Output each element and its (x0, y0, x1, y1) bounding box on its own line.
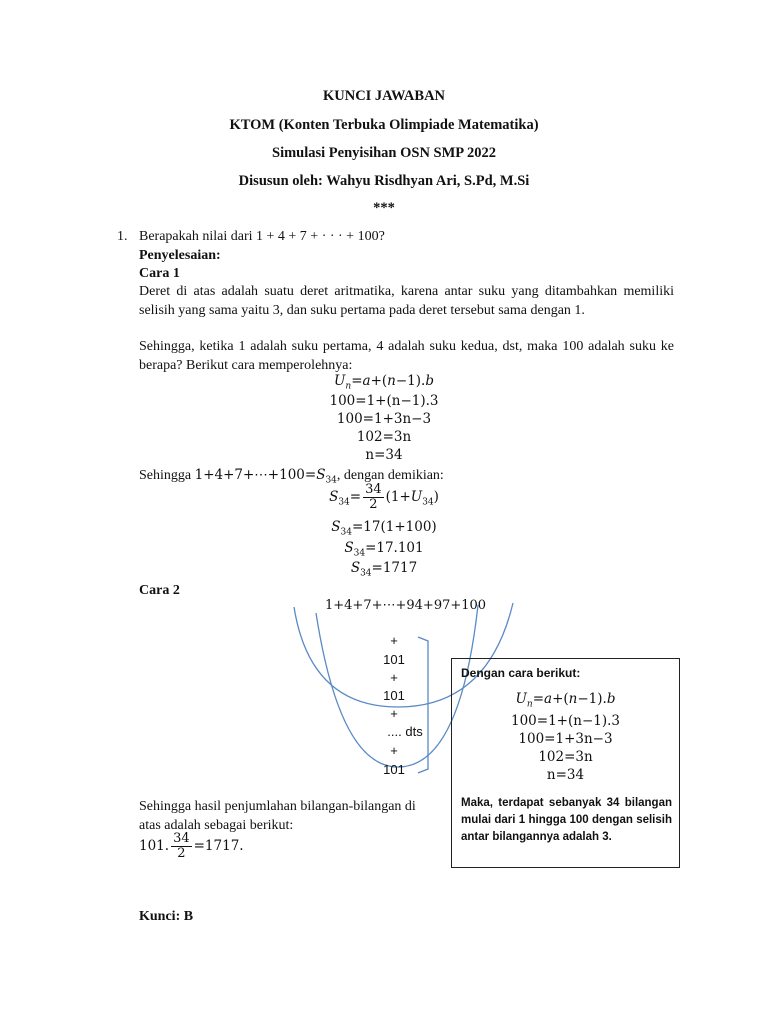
stack-value-2: 101 (383, 688, 405, 703)
eq-s34-formula: $S_{34}=$ $\frac{34}{2}$ $(1+U_{34})$ (329, 482, 439, 512)
sehingga-word: Sehingga (139, 468, 192, 483)
stack-value-3: 101 (383, 762, 405, 777)
eq-un-formula: $U_n=a+(n-1).b$ (334, 373, 434, 392)
side-eq-line-2: 100=1+3n−3 (518, 731, 613, 747)
eq-line-3: 102=3n (356, 429, 412, 445)
stack-plus-4: + (390, 743, 398, 758)
eq-s34-line-3: $S_{34}=1717$ (350, 560, 418, 579)
eq-line-2: 100=1+3n−3 (336, 411, 432, 427)
series-expression: 1+4+7+⋯+94+97+100 (325, 598, 487, 613)
question-number: 1. (117, 229, 128, 244)
doc-separator: *** (373, 200, 395, 216)
stack-dts: .... dts (387, 724, 423, 739)
eq-line-1: 100=1+(n−1).3 (329, 393, 439, 409)
method1-paragraph-2: Sehingga, ketika 1 adalah suku pertama, 4 adalah suku kedua, dst, maka 100 adalah suku ke berapa? Berikut cara memperolehnya: (139, 339, 674, 373)
eq-line-4: n=34 (365, 447, 403, 463)
eq-s34-line-2: $S_{34}=17.101$ (344, 540, 424, 559)
doc-subtitle: KTOM (Konten Terbuka Olimpiade Matematika) (229, 117, 539, 133)
method1-label: Cara 1 (139, 266, 180, 281)
sehingga-tail: , dengan demikian: (336, 468, 444, 483)
answer-key: Kunci: B (139, 909, 194, 924)
sehingga-s34: $S_{34}$ (316, 467, 337, 486)
question-text: Berapakah nilai dari 1 + 4 + 7 + · · · + 100? (139, 229, 385, 244)
stack-plus-2: + (390, 670, 398, 685)
side-eq-line-4: n=34 (546, 767, 585, 783)
doc-event: Simulasi Penyisihan OSN SMP 2022 (272, 145, 496, 161)
side-note-title: Dengan cara berikut: (461, 666, 581, 680)
sehingga-expr: 1+4+7+⋯+100= (194, 467, 317, 483)
eq-s34-line-1: $S_{34}=17(1+100)$ (331, 519, 437, 538)
stack-plus-3: + (390, 706, 398, 721)
side-eq-formula: $U_n=a+(n-1).b$ (515, 691, 616, 710)
side-note-text: Maka, terdapat sebanyak 34 bilangan mulai dari 1 hingga 100 dengan selisih antar bilangannya adalah 3. (461, 797, 672, 843)
side-note-box (451, 658, 680, 868)
method1-paragraph-1: Deret di atas adalah suatu deret aritmatika, karena antar suku yang ditambahkan memiliki selisih yang sama yaitu 3, dan suku pertama pada deret tersebut sama dengan 1. (139, 284, 674, 318)
method2-label: Cara 2 (139, 583, 180, 598)
doc-title: KUNCI JAWABAN (322, 88, 446, 104)
stack-value-1: 101 (383, 652, 405, 667)
stack-plus-1: + (390, 633, 398, 648)
solution-label: Penyelesaian: (139, 248, 221, 263)
side-eq-line-3: 102=3n (538, 749, 593, 765)
conclusion-text: Sehingga hasil penjumlahan bilangan-bilangan di atas adalah sebagai berikut: (139, 799, 416, 833)
result-expression: 101. $\frac{34}{2}$ =1717. (139, 831, 244, 861)
doc-author: Disusun oleh: Wahyu Risdhyan Ari, S.Pd, M.Si (238, 173, 530, 189)
side-eq-line-1: 100=1+(n−1).3 (511, 713, 620, 729)
